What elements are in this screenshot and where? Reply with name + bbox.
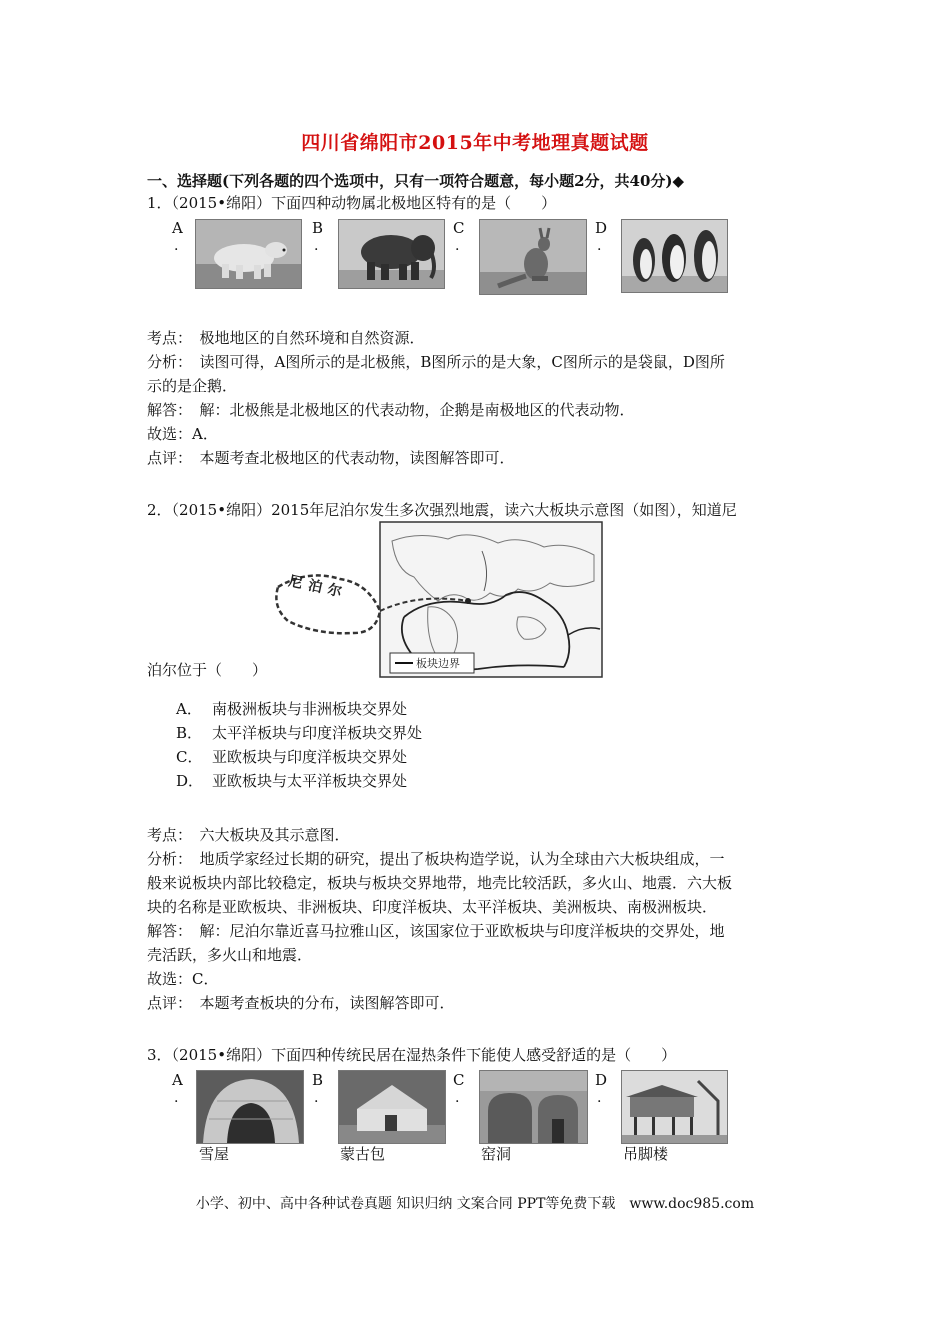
q3-caption-b: 蒙古包: [340, 1145, 386, 1163]
choice-letter: A．: [176, 700, 202, 718]
choice-letter: C．: [176, 748, 203, 766]
q1-option-b-letter: B: [312, 219, 324, 237]
choice-text: 亚欧板块与印度洋板块交界处: [212, 748, 408, 766]
igloo-image: [197, 1071, 303, 1143]
q3-option-a-dot: .: [174, 1090, 179, 1106]
q1-dianping: 点评： 本题考查北极地区的代表动物，读图解答即可．: [147, 449, 515, 467]
q3-option-d-letter: D: [595, 1071, 608, 1089]
q1-jieda: 解答： 解：北极熊是北极地区的代表动物，企鹅是南极地区的代表动物．: [147, 401, 635, 419]
q1-fenxi-line2: 示的是企鹅．: [147, 377, 238, 395]
q3-caption-c: 窑洞: [481, 1145, 512, 1163]
yurt-image: [339, 1071, 445, 1143]
q1-option-a-letter: A: [172, 219, 183, 237]
kangaroo-image: [480, 220, 586, 294]
plate-boundary-legend-label: 板块边界: [416, 657, 460, 670]
q2-jieda-line2: 壳活跃，多火山和地震．: [147, 946, 313, 964]
yurt-photo: [338, 1070, 446, 1144]
q2-choice-d: [176, 771, 407, 791]
cave-dwelling-photo: [479, 1070, 588, 1144]
q2-answer: 故选：C．: [147, 970, 219, 988]
q2-fenxi-line3: 块的名称是亚欧板块、非洲板块、印度洋板块、太平洋板块、美洲板块、南极洲板块．: [147, 898, 718, 916]
stilt-house-image: [622, 1071, 727, 1143]
q1-stem: 1．（2015•绵阳）下面四种动物属北极地区特有的是（ ）: [147, 194, 557, 212]
q3-stem: 3．（2015•绵阳）下面四种传统民居在湿热条件下能使人感受舒适的是（ ）: [147, 1046, 677, 1064]
q1-option-c-letter: C: [453, 219, 465, 237]
q2-stem-line2: 泊尔位于（ ）: [147, 661, 268, 679]
section-header: 一、选择题(下列各题的四个选项中，只有一项符合题意，每小题2分，共40分)◆: [147, 172, 685, 190]
page-footer: 小学、初中、高中各种试卷真题 知识归纳 文案合同 PPT等免费下载 www.doc985.com: [195, 1196, 755, 1212]
nepal-label: 尼泊尔: [287, 573, 350, 602]
q2-jieda-line1: 解答： 解：尼泊尔靠近喜马拉雅山区，该国家位于亚欧板块与印度洋板块的交界处，地: [147, 922, 725, 940]
q2-choice-b: [176, 723, 422, 743]
q3-caption-d: 吊脚楼: [623, 1145, 669, 1163]
q1-option-c-dot: .: [455, 238, 460, 254]
q2-stem-line1: 2．（2015•绵阳）2015年尼泊尔发生多次强烈地震，读六大板块示意图（如图），知道尼: [147, 501, 737, 519]
q1-option-d-letter: D: [595, 219, 608, 237]
q1-kaodian: 考点： 极地地区的自然环境和自然资源．: [147, 329, 425, 347]
q2-fenxi-line2: 般来说板块内部比较稳定，板块与板块交界地带，地壳比较活跃，多火山、地震．六大板: [147, 874, 733, 892]
choice-letter: D．: [176, 772, 204, 790]
polar-bear-image: [196, 220, 301, 288]
q3-option-c-dot: .: [455, 1090, 460, 1106]
tectonic-plates-map: [268, 521, 604, 679]
polar-bear-photo: [195, 219, 302, 289]
elephant-image: [339, 220, 444, 288]
q2-kaodian: 考点： 六大板块及其示意图．: [147, 826, 350, 844]
q1-option-d-dot: .: [597, 238, 602, 254]
q3-option-b-dot: .: [314, 1090, 319, 1106]
q2-dianping: 点评： 本题考查板块的分布，读图解答即可．: [147, 994, 455, 1012]
choice-text: 太平洋板块与印度洋板块交界处: [212, 724, 423, 742]
stilt-house-photo: [621, 1070, 728, 1144]
q3-option-b-letter: B: [312, 1071, 324, 1089]
choice-text: 南极洲板块与非洲板块交界处: [212, 700, 408, 718]
page-title: 四川省绵阳市2015年中考地理真题试题: [301, 132, 649, 154]
q2-choice-a: [176, 699, 407, 719]
igloo-photo: [196, 1070, 304, 1144]
elephant-photo: [338, 219, 445, 289]
q1-fenxi-line1: 分析： 读图可得，A图所示的是北极熊，B图所示的是大象，C图所示的是袋鼠，D图所: [147, 353, 725, 371]
cave-dwelling-image: [480, 1071, 587, 1143]
q3-option-d-dot: .: [597, 1090, 602, 1106]
choice-letter: B．: [176, 724, 203, 742]
choice-text: 亚欧板块与太平洋板块交界处: [212, 772, 408, 790]
q1-option-a-dot: .: [174, 238, 179, 254]
q2-choice-c: [176, 747, 407, 767]
kangaroo-photo: [479, 219, 587, 295]
q3-option-a-letter: A: [172, 1071, 183, 1089]
q3-caption-a: 雪屋: [199, 1145, 230, 1163]
penguins-image: [622, 220, 727, 292]
q3-option-c-letter: C: [453, 1071, 465, 1089]
penguins-photo: [621, 219, 728, 293]
q1-option-b-dot: .: [314, 238, 319, 254]
q2-fenxi-line1: 分析： 地质学家经过长期的研究，提出了板块构造学说，认为全球由六大板块组成，一: [147, 850, 725, 868]
q1-answer: 故选：A．: [147, 425, 218, 443]
